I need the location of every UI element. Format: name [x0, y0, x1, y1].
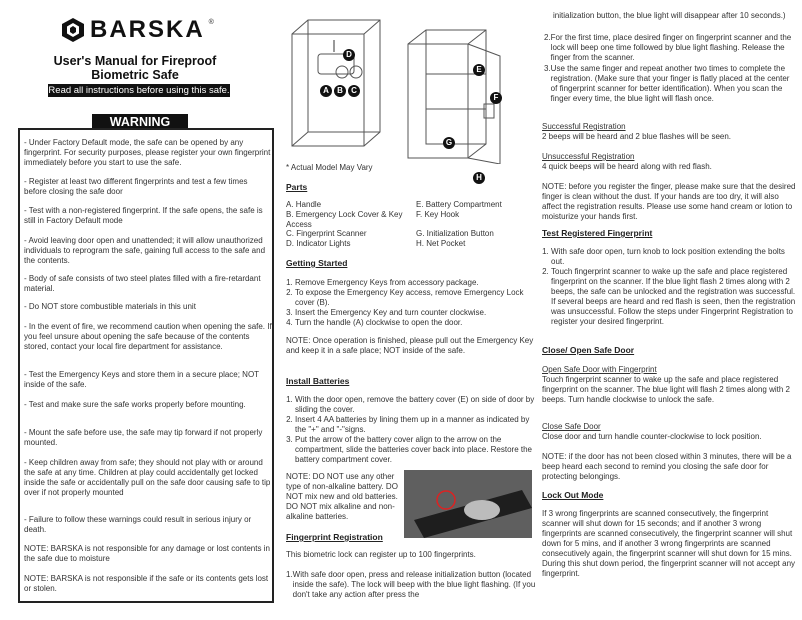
- lockout-text: If 3 wrong fingerprints are scanned consecutively, the fingerprint scanner will shut down for 15 seconds; and if another 3 wrong fingerprints are scanned consecutively, the fingerprint scanner will shut down for 5 mins, and if another 3 wrong fingerprints are scanned consecutively again, the fingerprint scanner will shut down for 15 mins. During this shut down period, the fingerprint scanner will not accept any fingerprint.: [542, 509, 796, 578]
- parts-list: [286, 200, 536, 249]
- parts-item: B. Emergency Lock Cover & Key Access: [286, 209, 403, 229]
- getting-started-heading: Getting Started: [286, 258, 348, 268]
- getting-started-note: NOTE: Once operation is finished, please pull out the Emergency Key and keep it in a safe place; NOT inside of the safe.: [286, 336, 534, 355]
- brand-name: BARSKA: [90, 16, 205, 43]
- test-registered-steps: [542, 247, 798, 327]
- read-all-banner: Read all instructions before using this safe.: [48, 85, 230, 96]
- brand-logo: [60, 16, 214, 44]
- label-h: H: [473, 172, 485, 184]
- parts-item: E. Battery Compartment: [416, 200, 502, 209]
- warning-item: - Body of safe consists of two steel plates filled with a fire-retardant material.: [24, 274, 261, 293]
- warning-item: - Mount the safe before use, the safe may tip forward if not properly mounted.: [24, 428, 263, 447]
- warning-note: NOTE: BARSKA is not responsible for any damage or lost contents in the safe due to moisture: [24, 544, 270, 563]
- warning-item: - Failure to follow these warnings could result in serious injury or death.: [24, 515, 252, 534]
- parts-item: D. Indicator Lights: [286, 239, 351, 249]
- step-item: 1. With the door open, remove the battery cover (E) on side of door by sliding the cover.: [295, 395, 536, 415]
- warning-item: - Register at least two different fingerprints and test a few times before closing the safe door: [24, 177, 248, 196]
- step-item: 3. Put the arrow of the battery cover align to the arrow on the compartment, slide the batteries cover back into place. Restore the battery compartment cover.: [295, 435, 536, 465]
- getting-started-steps: [286, 278, 536, 328]
- step-item: 2. To expose the Emergency Key access, remove Emergency Lock cover (B).: [295, 288, 536, 308]
- parts-item: C. Fingerprint Scanner: [286, 229, 367, 239]
- label-a: A: [320, 85, 332, 97]
- open-safe-text: Touch fingerprint scanner to wake up the safe and place registered fingerprint on the scanner. The blue light will flash 2 times along with 2 beeps. Turn handle clockwise to unlock the safe.: [542, 375, 790, 404]
- label-e: E: [473, 64, 485, 76]
- brand-registered-mark: ®: [208, 19, 214, 26]
- step-item: 1. Remove Emergency Keys from accessory package.: [295, 278, 536, 288]
- warning-heading: WARNING: [92, 114, 188, 130]
- fingerprint-step-2: 2. For the first time, place desired finger on fingerprint scanner and the lock will beep one time followed by blue light flashing. Release the finger from the scanner.: [544, 33, 792, 62]
- parts-item: F. Key Hook: [416, 209, 460, 219]
- warning-item: - Test and make sure the safe works properly before mounting.: [24, 400, 246, 409]
- unsuccessful-registration-heading: Unsuccessful Registration: [542, 152, 635, 161]
- step-item: 4. Turn the handle (A) clockwise to open the door.: [295, 318, 536, 328]
- parts-item: G. Initialization Button: [416, 229, 494, 239]
- warning-item: - Test with a non-registered fingerprint. If the safe opens, the safe is still in Factory Default mode: [24, 206, 263, 225]
- install-batteries-steps: [286, 395, 536, 465]
- open-safe-heading: Open Safe Door with Fingerprint: [542, 365, 657, 374]
- step-item: 2. Touch fingerprint scanner to wake up the safe and place registered fingerprint on the scanner. If the blue light flash 2 times along with 2 beeps, the safe can be unlocked and the registration was successful. If several beeps are heard and red flash is seen, then the registration was unsuccessful. Follow the steps under Fingerprint Registration to register your desired fingerprint.: [551, 267, 798, 327]
- label-d: D: [343, 49, 355, 61]
- install-batteries-heading: Install Batteries: [286, 376, 350, 386]
- test-registered-heading: Test Registered Fingerprint: [542, 228, 653, 238]
- warning-item: - Under Factory Default mode, the safe can be opened by any fingerprint. For security purposes, please register your own fingerprint immediately before you start to use the safe.: [24, 138, 271, 167]
- battery-note: NOTE: DO NOT use any other type of non-alkaline battery. DO NOT mix new and old batteries. DO NOT mix alkaline and non-alkaline batteries.: [286, 472, 398, 521]
- successful-registration-text: 2 beeps will be heard and 2 blue flashes will be seen.: [542, 132, 732, 141]
- step-item: 3. Insert the Emergency Key and turn counter clockwise.: [295, 308, 536, 318]
- left-column: [0, 0, 270, 620]
- parts-item: H. Net Pocket: [416, 239, 466, 249]
- warning-item: - Do NOT store combustible materials in this unit: [24, 302, 196, 311]
- step-item: 1. With safe door open, turn knob to lock position extending the bolts out.: [551, 247, 798, 267]
- warning-item: - Keep children away from safe; they should not play with or around the safe at any time. Children at play could accidentally get locked inside the safe or accidentally pull on the safe door causing safe to tip over if not properly mounted: [24, 458, 271, 497]
- fingerprint-step-3: 3. Use the same finger and repeat another two times to complete the registration. (Make sure that your finger is flatly placed at the center of fingerprint scanner for better identification). When you scan the finger every time, the blue light will flash once.: [544, 64, 790, 103]
- label-c: C: [348, 85, 360, 97]
- warning-item: - Avoid leaving door open and unattended; it will allow unauthorized individuals to reprogram the safe, gaining full access to the safe and the contents.: [24, 236, 266, 265]
- successful-registration-heading: Successful Registration: [542, 122, 626, 131]
- label-g: G: [443, 137, 455, 149]
- step-item: 2. Insert 4 AA batteries by lining them up in a manner as indicated by the "+" and "-"signs.: [295, 415, 536, 435]
- parts-item: A. Handle: [286, 200, 322, 209]
- warning-item: - In the event of fire, we recommend caution when opening the safe. If you feel unsure about opening the safe because of the contents stored, contact your local fire department for assistance.: [24, 322, 272, 351]
- warning-box: [18, 128, 274, 603]
- close-safe-text: Close door and turn handle counter-clockwise to lock position.: [542, 432, 762, 441]
- fingerprint-intro: This biometric lock can register up to 100 fingerprints.: [286, 550, 476, 559]
- lockout-heading: Lock Out Mode: [542, 490, 604, 500]
- manual-title-line1: User's Manual for Fireproof: [53, 54, 217, 68]
- parts-heading: Parts: [286, 182, 308, 192]
- close-safe-heading: Close Safe Door: [542, 422, 601, 431]
- battery-photo: [404, 470, 532, 538]
- fingerprint-step-1-continued: initialization button, the blue light will disappear after 10 seconds.): [553, 11, 786, 20]
- manual-title-line2: Biometric Safe: [91, 68, 179, 82]
- close-open-heading: Close/ Open Safe Door: [542, 345, 635, 355]
- unsuccessful-registration-text: 4 quick beeps will be heard along with red flash.: [542, 162, 712, 171]
- label-f: F: [490, 92, 502, 104]
- barska-hexagon-icon: [60, 17, 86, 43]
- fingerprint-registration-heading: Fingerprint Registration: [286, 532, 383, 542]
- diagram-caption: * Actual Model May Vary: [286, 163, 373, 172]
- warning-note: NOTE: BARSKA is not responsible if the safe or its contents gets lost or stolen.: [24, 574, 269, 593]
- fingerprint-step-1: 1. With safe door open, press and release initialization button (located inside the safe). The lock will beep with the blue light flashing. (If you don't take any action after press the: [286, 570, 536, 599]
- warning-item: - Test the Emergency Keys and store them in a secure place; NOT inside of the safe.: [24, 370, 259, 389]
- registration-note: NOTE: before you register the finger, please make sure that the desired finger is clean without the dust. If your hands are too dry, it will also affect the registration results. Please use some hand cream or lotion to moisturize your hands first.: [542, 182, 796, 221]
- close-open-note: NOTE: if the door has not been closed within 3 minutes, there will be a beep heard each second to remind you closing the safe door for protecting belongings.: [542, 452, 792, 481]
- label-b: B: [334, 85, 346, 97]
